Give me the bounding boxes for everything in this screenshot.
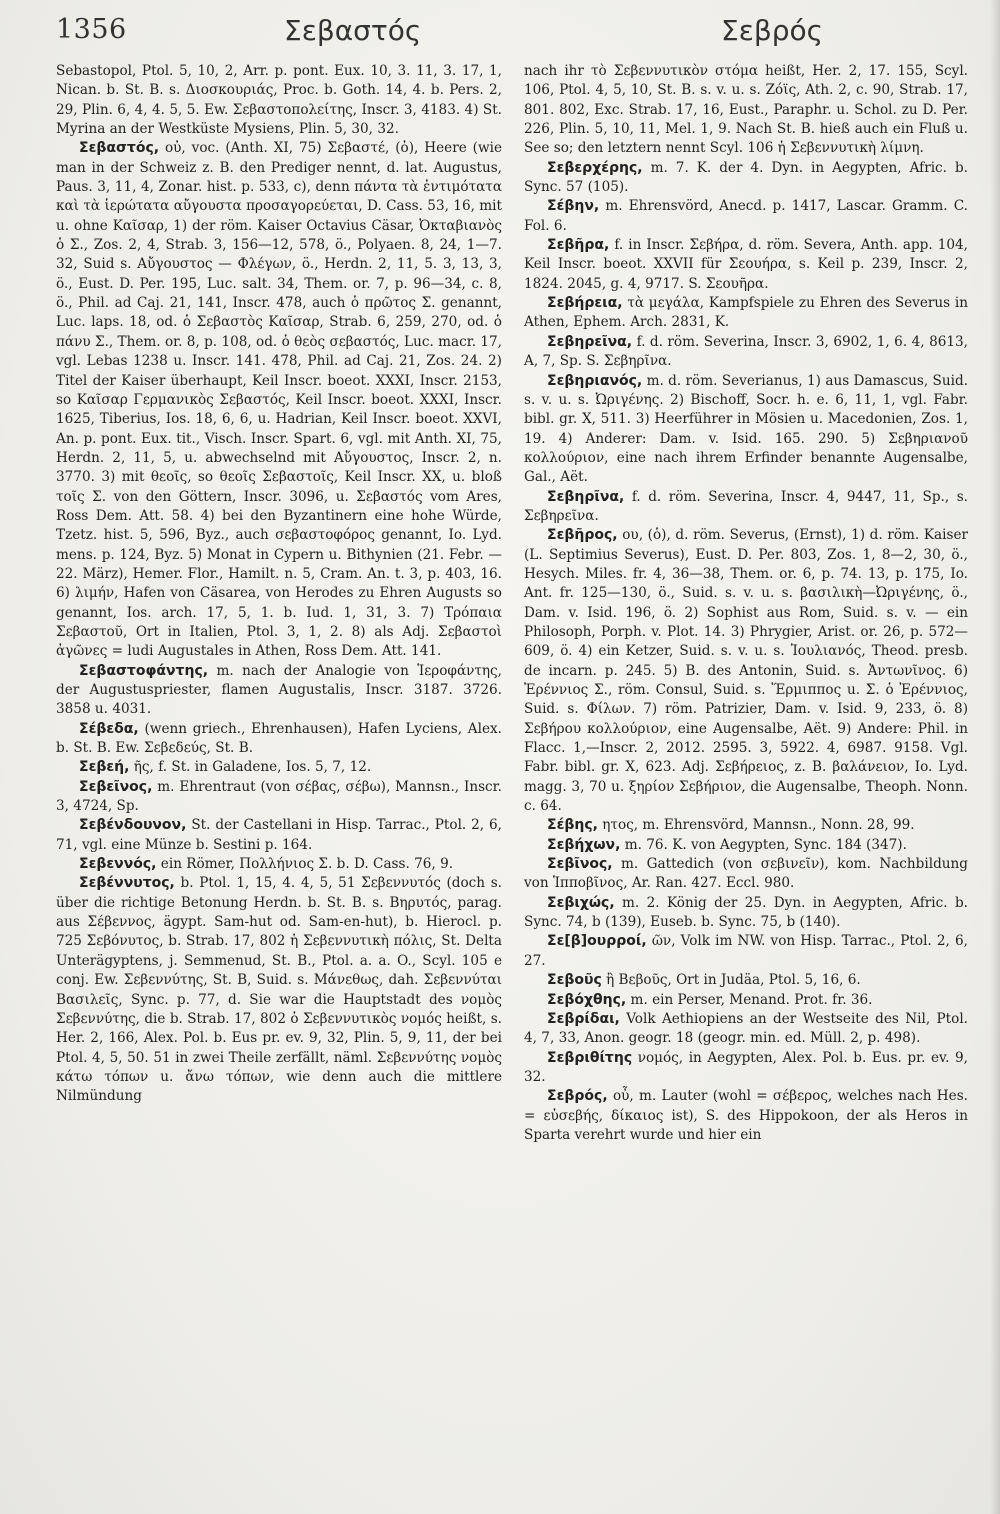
entry-text: m. ein Perser, Menand. Prot. fr. 36. xyxy=(626,991,873,1008)
entry-headword: Σεβρός, xyxy=(547,1088,608,1105)
entry-text: m. 7. K. der 4. Dyn. in Aegypten, Afric. b. Sync. 57 (105). xyxy=(524,159,968,196)
entry-headword: Σεβηριανός, xyxy=(547,372,643,389)
page-edge-shadow xyxy=(990,0,1000,1514)
entry-text: ein Römer, Πολλήνιος Σ. b. D. Cass. 76, 9. xyxy=(156,856,454,873)
dictionary-entry xyxy=(524,855,968,894)
entry-text: ἢ Βεβοῦς, Ort in Judäa, Ptol. 5, 16, 6. xyxy=(601,972,861,989)
entry-headword: Σεβερχέρης, xyxy=(547,159,643,176)
entry-text: τὰ μεγάλα, Kampfspiele zu Ehren des Severus in Athen, Ephem. Arch. 2831, K. xyxy=(524,295,968,331)
entry-headword: Σεβῆρα, xyxy=(547,237,610,254)
dictionary-entry xyxy=(56,758,502,777)
entry-headword: Σεβηρεῖνα, xyxy=(547,333,633,350)
dictionary-entry xyxy=(524,971,968,990)
entry-text: f. d. röm. Severina, Inscr. 3, 6902, 1, 6. 4, 8613, A, 7, Sp. S. Σεβηρῖνα. xyxy=(524,333,968,370)
entry-headword: Σεβήρεια, xyxy=(547,295,623,312)
entry-headword: Σεβηρῖνα, xyxy=(547,488,625,505)
entry-headword: Σέβην, xyxy=(547,198,600,215)
entry-text: nach ihr τὸ Σεβεννυτικὸν στόμα heißt, Her. 2, 17. 155, Scyl. 106, Ptol. 4, 5, 10, St. B. s. v. u. s. Ζόϊς, Ath. 2, c. 90, Strab. 17, 801. 802, Exc. Strab. 17, 16, Eust., Paraphr. u. Schol. zu D. Per. 226, Plin. 5, 10, 11, Mel. 1, 9. Nach St. B. hieß auch ein Fluß u. See so; den letztern nennt Scyl. 106 ἡ Σεβεννυτικὴ λίμνη. xyxy=(524,63,968,157)
entry-text: m. nach der Analogie von Ἱεροφάντης, der Augustuspriester, flamen Augustalis, Inscr. 3187. 3726. 3858 u. 4031. xyxy=(56,662,502,718)
entry-headword: Σεβαστός, xyxy=(79,140,160,157)
entry-text: m. 76. K. von Aegypten, Sync. 184 (347). xyxy=(620,836,907,853)
entry-headword: Σέβης, xyxy=(547,817,598,834)
entry-headword: Σεβένδουνον, xyxy=(79,817,187,834)
entry-headword: Σεβῆρος, xyxy=(547,527,618,544)
left-running-head: Σεβαστός xyxy=(284,14,422,47)
entry-text: St. der Castellani in Hisp. Tarrac., Ptol. 2, 6, 71, vgl. eine Münze b. Sestini p. 164. xyxy=(56,817,502,853)
dictionary-entry xyxy=(524,62,968,159)
left-column xyxy=(56,62,502,1107)
entry-headword: Σεβῖνος, xyxy=(547,856,613,873)
entry-text: νομός, in Aegypten, Alex. Pol. b. Eus. pr. ev. 9, 32. xyxy=(524,1049,968,1085)
dictionary-entry xyxy=(56,855,502,874)
dictionary-entry xyxy=(524,488,968,527)
entry-headword: Σεβρίδαι, xyxy=(547,1010,620,1027)
entry-text: m. Ehrensvörd, Anecd. p. 1417, Lascar. Gramm. C. Fol. 6. xyxy=(524,198,968,234)
entry-text: f. in Inscr. Σεβήρα, d. röm. Severa, Anth. app. 104, Keil Inscr. boeot. XXVII für Σεουήρα, s. Keil p. 239, Inscr. 2, 1824. 2045, g. 4, 9717. S. Σεουῆρα. xyxy=(524,237,968,292)
dictionary-entry xyxy=(56,62,502,139)
dictionary-entry xyxy=(524,236,968,294)
entry-text: b. Ptol. 1, 15, 4. 4, 5, 51 Σεβεννυτός (doch s. über die richtige Betonung Herdn. b. St. B. s. Βηρυτός, parag. aus Σέβεννος, ägypt. Sam-hut od. Sam-en-hut), b. Hierocl. p. 725 Σεβόνυτος, b. Strab. 17, 802 ἡ Σεβεννυτικὴ πόλις, St. Delta Unterägyptens, j. Semmenud, St. B., Ptol. a. a. O., Scyl. 105 e conj. Ew. Σεβεννύτης, St. B, Suid. s. Μάνεθως, dah. Σεβεννύται Βασιλεῖς, Sync. p. 77, d. Sie war die Hauptstadt des νομὸς Σεβεννύτης, die b. Strab. 17, 802 ὁ Σεβεννυτικὸς νομός heißt, s. Her. 2, 166, Alex. Pol. b. Eus pr. ev. 9, 32, Plin. 5, 9, 11, der bei Ptol. 4, 5, 50. 51 in zwei Theile zerfällt, näml. Σεβεννύτης νομὸς κάτω τόπων u. ἄνω τόπων, wie denn auch die mittlere Nilmündung xyxy=(56,875,502,1105)
entry-headword: Σεβεή, xyxy=(79,759,130,776)
entry-headword: Σεβέννυτος, xyxy=(79,875,175,892)
dictionary-entry xyxy=(524,894,968,933)
entry-headword: Σεβαστοφάντης, xyxy=(79,662,209,679)
entry-text: Volk Aethiopiens an der Westseite des Nil, Ptol. 4, 7, 33, Anon. geogr. 18 (geogr. min. ed. Müll. 2, p. 498). xyxy=(524,1010,968,1047)
entry-text: f. d. röm. Severina, Inscr. 4, 9447, 11, Sp., s. Σεβηρεῖνα. xyxy=(524,488,968,524)
entry-headword: Σε[β]ουρροί, xyxy=(547,933,647,950)
dictionary-entry xyxy=(524,836,968,855)
dictionary-entry xyxy=(524,1087,968,1145)
dictionary-entry xyxy=(56,662,502,720)
dictionary-entry xyxy=(56,778,502,817)
dictionary-entry xyxy=(56,816,502,855)
dictionary-entry xyxy=(524,333,968,372)
entry-headword: Σεβόχθης, xyxy=(547,991,627,1008)
entry-text: ῆς, f. St. in Galadene, Ios. 5, 7, 12. xyxy=(129,759,372,776)
dictionary-entry xyxy=(524,372,968,488)
entry-headword: Σεβριθίτης xyxy=(547,1049,633,1066)
entry-text: m. d. röm. Severianus, 1) aus Damascus, Suid. s. v. u. s. Ὠριγένης. 2) Bischoff, Socr. h. e. 6, 11, 1, vgl. Fabr. bibl. gr. X, 511. 3) Heerführer in Mösien u. Macedonien, Zos. 1, 19. 4) Anderer: Dam. v. Isid. 165. 290. 5) Σεβηριανοῦ κολλούριον, eine nach ihrem Erfinder benannte Augensalbe, Gal., Aët. xyxy=(524,372,968,486)
right-column xyxy=(524,62,968,1145)
dictionary-entry xyxy=(524,1049,968,1088)
entry-text: (wenn griech., Ehrenhausen), Hafen Lyciens, Alex. b. St. B. Ew. Σεβεδεύς, St. B. xyxy=(56,720,502,757)
dictionary-entry xyxy=(524,1010,968,1049)
entry-text: ητος, m. Ehrensvörd, Mannsn., Nonn. 28, 99. xyxy=(597,817,915,834)
entry-headword: Σεβοῦς xyxy=(547,972,602,989)
entry-text: m. 2. König der 25. Dyn. in Aegypten, Afric. b. Sync. 74, b (139), Euseb. b. Sync. 75, b (140). xyxy=(524,894,968,931)
page-header xyxy=(56,14,944,54)
entry-text: Sebastopol, Ptol. 5, 10, 2, Arr. p. pont. Eux. 10, 3. 11, 3. 17, 1, Nican. b. St. B. s. Διοσκουριάς, Proc. b. Goth. 14, 4. b. Pers. 2, 29, Plin. 6, 4, 4. 5, 5. Ew. Σεβαστοπολείτης, Inscr. 3, 4183. 4) St. Myrina an der Westküste Mysiens, Plin. 5, 30, 32. xyxy=(56,63,502,138)
entry-text: οὐ, voc. (Anth. XI, 75) Σεβαστέ, (ὁ), Heere (wie man in der Schweiz z. B. den Prediger nennt, d. lat. Augustus, Paus. 3, 11, 4, Zonar. hist. p. 533, c), denn πάντα τὰ ἐντιμότατα καὶ τὰ ἱερώτατα αὔγουστα προσαγορεύεται, D. Cass. 53, 16, mit u. ohne Καῖσαρ, 1) der röm. Kaiser Octavius Cäsar, Ὀκταβιανὸς ὁ Σ., Zos. 2, 4, Strab. 3, 156—12, 578, ö., Polyaen. 8, 24, 1—7. 32, Suid s. Αὔγουστος — Φλέγων, ö., Herdn. 2, 11, 5. 3, 13, 3, ö., Eust. D. Per. 195, Luc. salt. 34, Them. or. 7, p. 96—34, c. 8, ö., Phil. ad Caj. 21, 141, Inscr. 478, auch ὁ πρῶτος Σ. genannt, Luc. laps. 18, od. ὁ Σεβαστὸς Καῖσαρ, Strab. 6, 259, 270, od. ὁ πάνυ Σ., Them. or. 8, p. 108, od. ὁ θεὸς σεβαστός, Luc. macr. 17, vgl. Lebas 1238 u. Inscr. 141. 478, Phil. ad Caj. 21, Zos. 24. 2) Titel der Kaiser überhaupt, Keil Inscr. boeot. XXXI, Inscr. 2153, so Καῖσαρ Γερμανικὸς Σεβαστός, Keil Inscr. boeot. XXXI, Inscr. 1625, Tiberius, Ios. 18, 6, 6, u. Hadrian, Keil Inscr. boeot. XXVI, An. p. pont. Eux. tit., Visch. Inscr. Spart. 6, vgl. mit Anth. XI, 75, Herdn. 2, 11, 5, u. abwechselnd mit Αὔγουστος, Inscr. 2, n. 3770. 3) mit θεοῖς, so θεοῖς Σεβαστοῖς, Keil Inscr. XX, u. bloß τοῖς Σ. von den Göttern, Inscr. 3096, u. Σεβαστός vom Ares, Ross Dem. Att. 58. 4) bei den Byzantinern eine hohe Würde, Tzetz. hist. 5, 596, Byz., auch σεβαστοφόρος genannt, Io. Lyd. mens. p. 124, Byz. 5) Monat in Cypern u. Bithynien (21. Febr. — 22. März), Hemer. Flor., Hamilt. n. 5, Cram. An. t. 3, p. 403, 16. 6) λιμήν, Hafen von Cäsarea, von Herodes zu Ehren Augusts so genannt, Ios. arch. 17, 5, 1. b. Iud. 1, 31, 3. 7) Τρόπαια Σεβαστοῦ, Ort in Italien, Ptol. 3, 1, 2. 8) als Adj. Σεβαστοὶ ἀγῶνες = ludi Augustales in Athen, Ross Dem. Att. 141. xyxy=(56,140,502,660)
dictionary-entry xyxy=(524,294,968,333)
dictionary-entry xyxy=(524,932,968,971)
entry-headword: Σεβεννός, xyxy=(79,856,157,873)
entry-headword: Σεβεῖνος, xyxy=(79,778,153,795)
entry-text: m. Gattedich (von σεβινεῖν), kom. Nachbildung von Ἱπποβῖνος, Ar. Ran. 427. Eccl. 980. xyxy=(524,856,968,892)
dictionary-entry xyxy=(524,816,968,835)
dictionary-entry xyxy=(524,159,968,198)
dictionary-entry xyxy=(56,720,502,759)
entry-text: m. Ehrentraut (von σέβας, σέβω), Mannsn., Inscr. 3, 4724, Sp. xyxy=(56,778,502,815)
right-running-head: Σεβρός xyxy=(721,14,824,47)
entry-headword: Σέβεδα, xyxy=(79,720,139,737)
dictionary-entry xyxy=(56,139,502,661)
page-number: 1356 xyxy=(56,14,127,45)
dictionary-entry xyxy=(524,526,968,816)
dictionary-entry xyxy=(524,197,968,236)
entry-text: οὖ, m. Lauter (wohl = σέβερος, welches nach Hes. = εὐσεβής, δίκαιος ist), S. des Hippokoon, der als Heros in Sparta verehrt wurde und hier ein xyxy=(524,1088,968,1143)
entry-text: ῶν, Volk im NW. von Hisp. Tarrac., Ptol. 2, 6, 27. xyxy=(524,933,968,969)
entry-headword: Σεβιχώς, xyxy=(547,894,615,911)
dictionary-entry xyxy=(524,991,968,1010)
entry-text: ου, (ὁ), d. röm. Severus, (Ernst), 1) d. röm. Kaiser (L. Septimius Severus), Eust. D. Per. 803, Zos. 1, 8—2, 30, ö., Hesych. Miles. fr. 4, 36—38, Them. or. 6, p. 74. 13, p. 175, Io. Ant. fr. 125—130, ö., Suid. s. v. u. s. βασιλικὴ—Ὠριγένης, ö., Dam. v. Isid. 196, ö. 2) Sophist aus Rom, Suid. s. v. — ein Philosoph, Porph. v. Plot. 14. 3) Phrygier, Arist. or. 26, p. 572—609, ö. 4) ein Ketzer, Suid. s. v. u. s. Ἰουλιανός, Theod. presb. de incarn. p. 245. 5) B. des Antonin, Suid. s. Ἀντωνῖνος. 6) Ἐρέννιος Σ., röm. Consul, Suid. s. Ἕρμιππος u. Σ. ὁ Ἐρέννιος, Suid. s. Φίλων. 7) röm. Patrizier, Dam. v. Isid. 9, 233, ö. 8) Σεβήρου κολλούριον, eine Augensalbe, Aët. 9) Andere: Phil. in Flacc. 1,—Inscr. 2, 2012. 2595. 3, 5922. 4, 6987. 9158. Vgl. Fabr. bibl. gr. X, 623. Adj. Σεβήρειος, z. B. βαλάνειον, Io. Lyd. magg. 3, 70 u. ξηρίον Σεβήριον, die Augensalbe, Theoph. Nonn. c. 64. xyxy=(524,527,968,815)
dictionary-entry xyxy=(56,874,502,1106)
entry-headword: Σεβήχων, xyxy=(547,836,621,853)
